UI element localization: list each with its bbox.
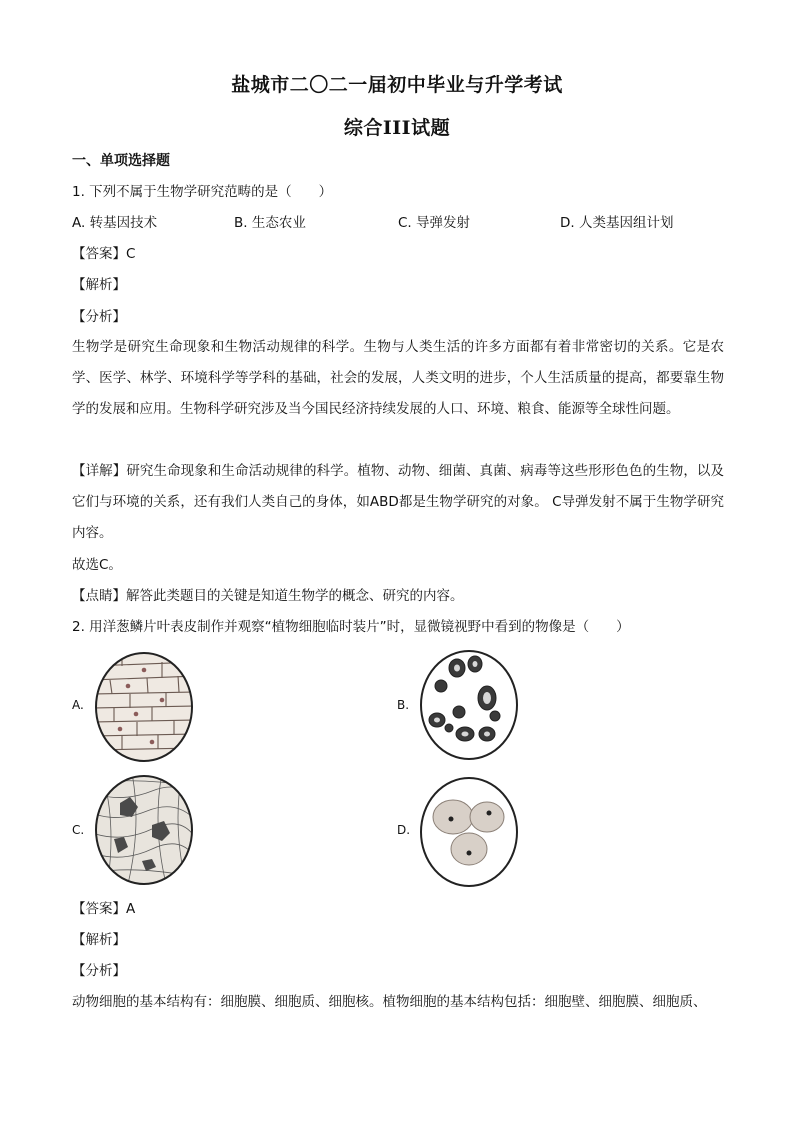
exam-subtitle: 综合III试题 [343,117,451,139]
q1-option-c: C. 导弹发射 [398,215,471,231]
q2-fenxi-text: 动物细胞的基本结构有：细胞膜、细胞质、细胞核。植物细胞的基本结构包括：细胞壁、细胞膜、细胞质、 [72,994,707,1010]
q2-label-d: D. [397,823,411,837]
q1-key-point: 【点睛】解答此类题目的关键是知道生物学的概念、研究的内容。 [72,588,464,604]
q1-fenxi-text: 生物学是研究生命现象和生物活动规律的科学。生物与人类生活的许多方面都有着非常密切的关系。它是农学、医学、林学、环境科学等学科的基础，社会的发展，人类文明的进步，个人生活质量的提高，都要靠生物学的发展和应用。生物科学研究涉及当今国民经济持续发展的人口、环境、粮食、能源等全球性问题。 [72,339,724,417]
q2-analysis-tag: 【解析】 [72,932,126,948]
q1-analysis-tag: 【解析】 [72,277,126,293]
section-heading: 一、单项选择题 [72,153,170,169]
q2-label-b: B. [397,698,410,712]
micrograph-blood-cells [417,648,521,763]
q1-fenxi-tag: 【分析】 [72,309,126,325]
q1-option-d: D. 人类基因组计划 [560,215,674,231]
q1-option-a: A. 转基因技术 [72,215,158,231]
exam-title: 盐城市二〇二一届初中毕业与升学考试 [231,74,563,96]
micrograph-onion-epidermis [92,650,196,765]
q1-answer: 【答案】C [72,246,136,262]
q1-detail: 【详解】研究生命现象和生命活动规律的科学。植物、动物、细菌、真菌、病毒等这些形形色色的生物，以及它们与环境的关系，还有我们人类自己的身体，如ABD都是生物学研究的对象。 C导弹发射不属于生物学研究内容。 [72,463,724,541]
q1-conclusion: 故选C。 [72,557,122,573]
q1-stem: 1. 下列不属于生物学研究范畴的是（ ） [72,184,333,200]
micrograph-tissue-cells [92,773,196,888]
q2-fenxi-tag: 【分析】 [72,963,126,979]
micrograph-epithelial-cells [417,775,521,890]
q2-answer: 【答案】A [72,901,136,917]
q1-option-b: B. 生态农业 [234,215,306,231]
q2-label-a: A. [72,698,84,712]
q2-label-c: C. [72,823,85,837]
q2-stem: 2. 用洋葱鳞片叶表皮制作并观察“植物细胞临时装片”时，显微镜视野中看到的物像是（ ） [72,619,630,635]
